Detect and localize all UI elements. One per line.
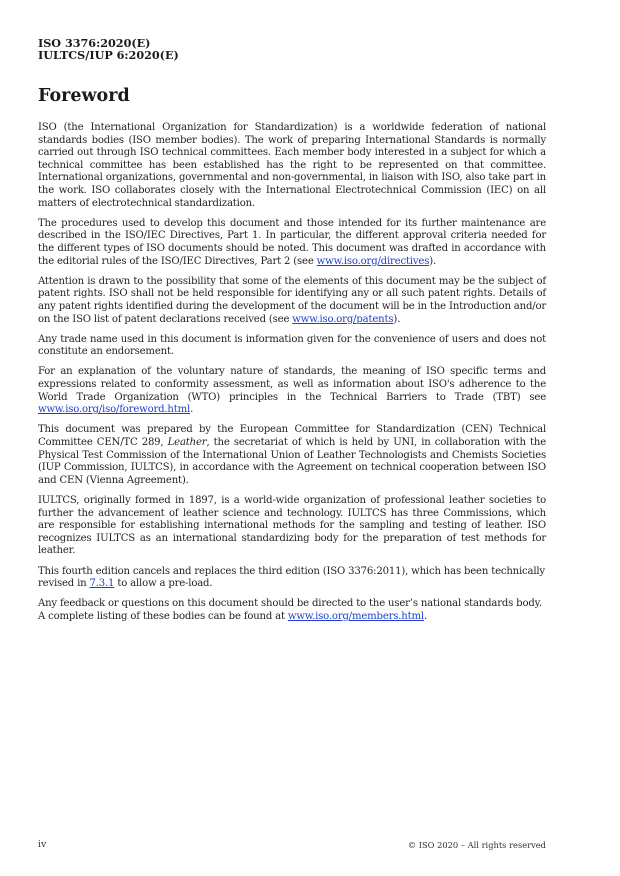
standard-number: ISO 3376:2020(E): [38, 36, 151, 50]
paragraph-trade-name: Any trade name used in this document is information given for the convenience of users and does not constitute an endorsement.: [38, 333, 546, 358]
directives-link[interactable]: www.iso.org/directives: [316, 255, 430, 267]
paragraph-patents: Attention is drawn to the possibility that some of the elements of this document may be the subject of patent rights. ISO shall not be held responsible for identifying any or all such patent rights. Details of any patent rights identified during the development of the document will be in the Introduction and/or on the ISO list of patent declarations received (see www.iso.org/patents).: [38, 275, 547, 325]
paragraph-procedures: The procedures used to develop this document and those intended for its further maintenance are described in the ISO/IEC Directives, Part 1. In particular, the different approval criteria needed for the different types of ISO documents should be noted. This document was drafted in accordance with the editorial rules of the ISO/IEC Directives, Part 2 (see www.iso.org/directives).: [38, 217, 546, 267]
page-title: Foreword: [38, 86, 130, 106]
clause-7-3-1-link[interactable]: 7.3.1: [89, 578, 115, 590]
paragraph-feedback: Any feedback or questions on this document should be directed to the user’s national standards body. A complete listing of these bodies can be found at www.iso.org/members.html.: [38, 598, 542, 622]
page-number: iv: [38, 839, 47, 850]
foreword-body: [38, 122, 546, 631]
paragraph-iultcs: IULTCS, originally formed in 1897, is a world-wide organization of professional leather societies to further the advancement of leather science and technology. IULTCS has three Commissions, which are responsible for establishing international methods for the sampling and testing of leather. ISO recognizes IULTCS as an international standardizing body for the preparation of test methods for leather.: [38, 495, 546, 557]
copyright-notice: © ISO 2020 – All rights reserved: [407, 840, 546, 850]
iultcs-number: IULTCS/IUP 6:2020(E): [38, 48, 179, 62]
paragraph-iso-intro: ISO (the International Organization for Standardization) is a worldwide federation of national standards bodies (ISO member bodies). The work of preparing International Standards is normally carried out through ISO technical committees. Each member body interested in a subject for which a technical committee has been established has the right to be represented on that committee. International organizations, governmental and non-governmental, in liaison with ISO, also take part in the work. ISO collaborates closely with the International Electrotechnical Commission (IEC) on all matters of electrotechnical standardization.: [38, 122, 546, 209]
patents-link[interactable]: www.iso.org/patents: [292, 313, 394, 325]
paragraph-prepared-by: This document was prepared by the European Committee for Standardization (CEN) Technical Committee CEN/TC 289, Leather, the secretariat of which is held by UNI, in collaboration with the Physical Test Commission of the International Union of Leather Technologists and Chemists Societies (IUP Commission, IULTCS), in accordance with the Agreement on technical cooperation between ISO and CEN (Vienna Agreement).: [38, 424, 546, 486]
foreword-link[interactable]: www.iso.org/iso/foreword.html: [38, 404, 191, 416]
paragraph-voluntary-nature: For an explanation of the voluntary nature of standards, the meaning of ISO specific terms and expressions related to conformity assessment, as well as information about ISO's adherence to the World Trade Organization (WTO) principles in the Technical Barriers to Trade (TBT) see www.iso.org/iso/foreword.html.: [38, 366, 546, 416]
document-header: [38, 37, 179, 61]
paragraph-edition: This fourth edition cancels and replaces the third edition (ISO 3376:2011), which has been technically revised in 7.3.1 to allow a pre-load.: [38, 565, 545, 590]
committee-title: Leather: [167, 437, 207, 449]
members-link[interactable]: www.iso.org/members.html: [287, 610, 424, 622]
